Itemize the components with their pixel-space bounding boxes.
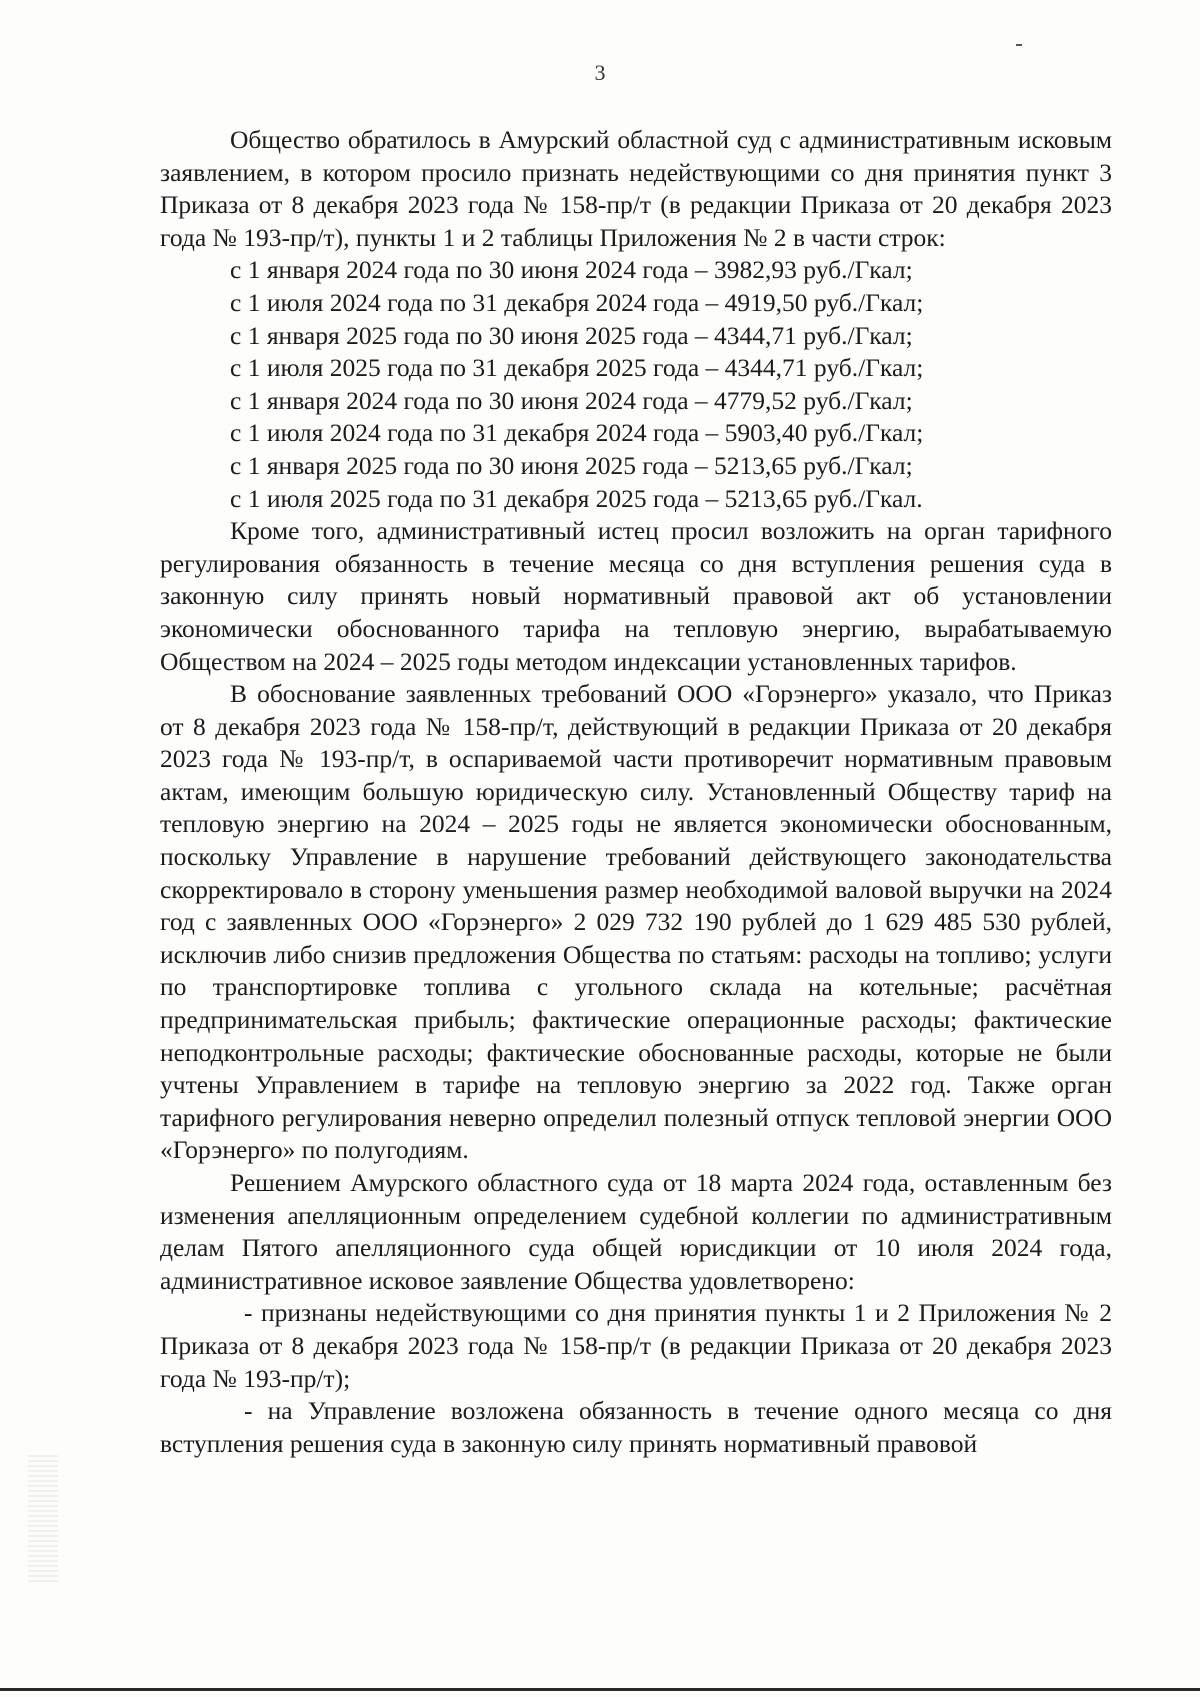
paragraph-additional-request: Кроме того, административный истец просил возложить на орган тарифного регулирования обязанность в течение месяца со дня вступления решения суда в законную силу принять новый нормативный правовой акт об установлении экономически обоснованного тарифа на тепловую энергию, вырабатываемую Обществом на 2024 – 2025 годы методом индексации установленных тарифов. bbox=[160, 516, 1112, 676]
tariff-row: с 1 января 2025 года по 30 июня 2025 года – 5213,65 руб./Гкал; bbox=[230, 450, 913, 480]
tariff-row: с 1 января 2024 года по 30 июня 2024 года – 4779,52 руб./Гкал; bbox=[230, 385, 913, 415]
scan-bottom-edge bbox=[0, 1688, 1200, 1691]
decision-item: - признаны недействующими со дня принятия пункты 1 и 2 Приложения № 2 Приказа от 8 декабря 2023 года № 158-пр/т (в редакции Приказа от 20 декабря 2023 года № 193-пр/т); bbox=[160, 1298, 1112, 1393]
paragraph-decision: Решением Амурского областного суда от 18 марта 2024 года, оставленным без изменения апелляционным определением судебной коллегии по административным делам Пятого апелляционного суда общей юрисдикции от 10 июля 2024 года, административное исковое заявление Общества удовлетворено: bbox=[160, 1168, 1112, 1295]
paragraph-claim: Общество обратилось в Амурский областной суд с административным исковым заявлением, в котором просило признать недействующими со дня принятия пункт 3 Приказа от 8 декабря 2023 года № 158-пр/т (в редакции Приказа от 20 декабря 2023 года № 193-пр/т), пункты 1 и 2 таблицы Приложения № 2 в части строк: bbox=[160, 125, 1112, 252]
scan-margin-noise bbox=[28, 1455, 58, 1585]
tariff-row: с 1 января 2025 года по 30 июня 2025 года – 4344,71 руб./Гкал; bbox=[230, 320, 913, 350]
tariff-row: с 1 июля 2024 года по 31 декабря 2024 года – 4919,50 руб./Гкал; bbox=[230, 287, 924, 317]
tariff-row: с 1 июля 2025 года по 31 декабря 2025 года – 5213,65 руб./Гкал. bbox=[230, 483, 923, 513]
tariff-row: с 1 июля 2025 года по 31 декабря 2025 года – 4344,71 руб./Гкал; bbox=[230, 353, 924, 383]
tariff-row: с 1 июля 2024 года по 31 декабря 2024 года – 5903,40 руб./Гкал; bbox=[230, 418, 924, 448]
page-number: 3 bbox=[594, 60, 606, 85]
tariff-row: с 1 января 2024 года по 30 июня 2024 года – 3982,93 руб./Гкал; bbox=[230, 255, 913, 285]
scan-speck bbox=[1016, 44, 1022, 46]
paragraph-grounds: В обоснование заявленных требований ООО «Горэнерго» указало, что Приказ от 8 декабря 2023 года № 158-пр/т, действующий в редакции Приказа от 20 декабря 2023 года № 193-пр/т, в оспариваемой части противоречит нормативным правовым актам, имеющим большую юридическую силу. Установленный Обществу тариф на тепловую энергию на 2024 – 2025 годы не является экономически обоснованным, поскольку Управление в нарушение требований действующего законодательства скорректировало в сторону уменьшения размер необходимой валовой выручки на 2024 год с заявленных ООО «Горэнерго» 2 029 732 190 рублей до 1 629 485 530 рублей, исключив либо снизив предложения Общества по статьям: расходы на топливо; услуги по транспортировке топлива с угольного склада на котельные; расчётная предпринимательская прибыль; фактические операционные расходы; фактические неподконтрольные расходы; фактические обоснованные расходы, которые не были учтены Управлением в тарифе на тепловую энергию за 2022 год. Также орган тарифного регулирования неверно определил полезный отпуск тепловой энергии ООО «Горэнерго» по полугодиям. bbox=[160, 679, 1112, 1165]
decision-item: - на Управление возложена обязанность в течение одного месяца со дня вступления решения суда в законную силу принять нормативный правовой bbox=[160, 1396, 1112, 1458]
document-body bbox=[160, 124, 1112, 1460]
